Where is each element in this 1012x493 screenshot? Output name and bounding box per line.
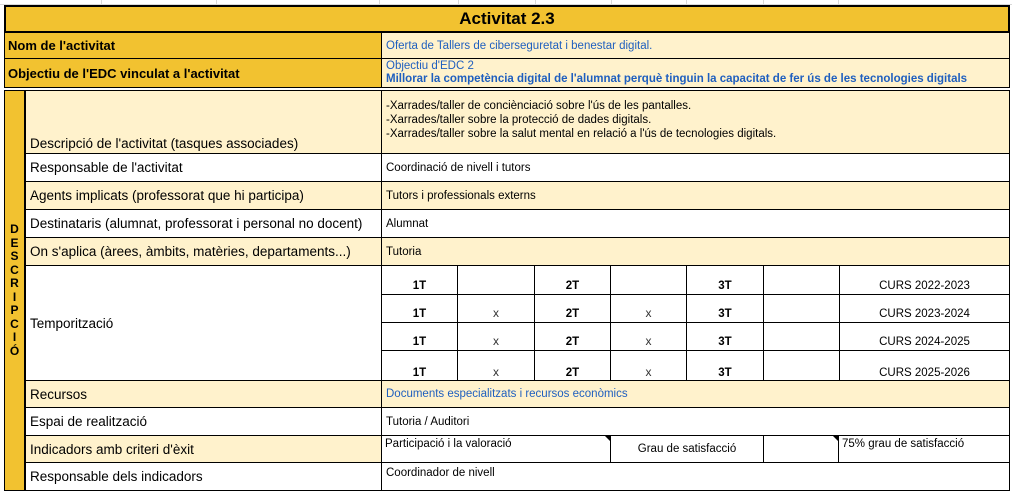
- recursos-label[interactable]: Recursos: [26, 381, 382, 407]
- row-espai: [26, 408, 1009, 436]
- responsable-value[interactable]: Coordinació de nivell i tutors: [386, 161, 531, 174]
- indicadors-label[interactable]: Indicadors amb criteri d'èxit: [26, 436, 382, 462]
- objectiu-edc-value[interactable]: [382, 59, 1009, 87]
- trimestre-2-mark[interactable]: x: [611, 323, 687, 350]
- descripcio-label[interactable]: Descripció de l'activitat (tasques associades): [26, 91, 382, 153]
- trimestre-3-cell[interactable]: 3T: [687, 323, 764, 350]
- trimestre-3-mark[interactable]: [764, 323, 840, 350]
- objectiu-edc-line2: Millorar la competència digital de l'alumnat perquè tinguin la capacitat de fer ús de les tecnologies digitals: [386, 73, 968, 85]
- temporitzacio-grid: [382, 266, 1009, 380]
- side-letter: Ó: [9, 343, 20, 358]
- row-objectiu-edc: [4, 59, 1010, 88]
- side-letter: I: [12, 289, 17, 304]
- responsable-indicadors-value[interactable]: Coordinador de nivell: [386, 467, 495, 479]
- row-nom-activitat: [4, 33, 1010, 59]
- side-letter: P: [10, 303, 19, 317]
- descripcio-line: -Xarrades/taller sobre la salut mental en relació a l'ús de tecnologies digitals.: [386, 128, 777, 140]
- trimestre-1-cell[interactable]: 1T: [382, 351, 458, 381]
- trimestre-1-mark[interactable]: x: [458, 295, 535, 322]
- row-responsable: [26, 154, 1009, 182]
- temporitzacio-row: [382, 322, 1009, 350]
- agents-label[interactable]: Agents implicats (professorat que hi participa): [26, 182, 382, 209]
- trimestre-2-mark[interactable]: [611, 266, 687, 294]
- note-marker-icon: [605, 436, 610, 441]
- nom-activitat-label[interactable]: Nom de l'activitat: [5, 33, 382, 58]
- indicador-empty-cell[interactable]: [764, 436, 839, 462]
- indicador-participacio-text: Participació i la valoració: [385, 438, 512, 450]
- trimestre-1-mark[interactable]: x: [458, 323, 535, 350]
- trimestre-2-mark[interactable]: x: [611, 351, 687, 381]
- trimestre-3-mark[interactable]: [764, 295, 840, 322]
- indicador-participacio[interactable]: [382, 436, 611, 462]
- trimestre-2-mark[interactable]: x: [611, 295, 687, 322]
- descripcio-value[interactable]: [382, 91, 1009, 153]
- espai-label[interactable]: Espai de realització: [26, 408, 382, 435]
- indicador-grau-satisfaccio[interactable]: Grau de satisfacció: [611, 436, 764, 462]
- trimestre-1-cell[interactable]: 1T: [382, 266, 458, 294]
- descripcio-section: [4, 90, 1010, 491]
- row-aplica: [26, 238, 1009, 266]
- temporitzacio-row: [382, 266, 1009, 294]
- descripcio-line: -Xarrades/taller de conciènciació sobre l'ús de les pantalles.: [386, 100, 692, 112]
- descripcio-line: -Xarrades/taller sobre la protecció de dades digitals.: [386, 114, 652, 126]
- destinataris-value[interactable]: Alumnat: [386, 217, 429, 230]
- side-letter: R: [10, 276, 19, 290]
- responsable-label[interactable]: Responsable de l'activitat: [26, 154, 382, 181]
- row-descripcio: [26, 91, 1009, 154]
- descripcio-side-label[interactable]: [5, 91, 26, 490]
- objectiu-edc-label[interactable]: Objectiu de l'EDC vinculat a l'activitat: [5, 59, 382, 87]
- aplica-value[interactable]: Tutoria: [386, 245, 422, 258]
- trimestre-1-cell[interactable]: 1T: [382, 323, 458, 350]
- curs-cell[interactable]: CURS 2023-2024: [879, 308, 970, 320]
- trimestre-1-mark[interactable]: [458, 266, 535, 294]
- row-temporitzacio: [26, 266, 1009, 381]
- responsable-indicadors-label[interactable]: Responsable dels indicadors: [26, 463, 382, 490]
- curs-cell[interactable]: CURS 2025-2026: [879, 367, 970, 379]
- temporitzacio-row: [382, 294, 1009, 322]
- trimestre-2-cell[interactable]: 2T: [535, 351, 611, 381]
- trimestre-3-cell[interactable]: 3T: [687, 351, 764, 381]
- indicador-objectiu[interactable]: 75% grau de satisfacció: [839, 436, 1009, 462]
- trimestre-2-cell[interactable]: 2T: [535, 323, 611, 350]
- side-letter: E: [10, 235, 19, 250]
- destinataris-label[interactable]: Destinataris (alumnat, professorat i personal no docent): [26, 210, 382, 237]
- trimestre-2-cell[interactable]: 2T: [535, 266, 611, 294]
- curs-cell[interactable]: CURS 2022-2023: [879, 280, 970, 292]
- agents-value[interactable]: Tutors i professionals externs: [386, 189, 536, 202]
- trimestre-3-mark[interactable]: [764, 351, 840, 381]
- trimestre-3-cell[interactable]: 3T: [687, 266, 764, 294]
- row-recursos: [26, 381, 1009, 408]
- note-marker-icon: [833, 436, 838, 441]
- trimestre-1-mark[interactable]: x: [458, 351, 535, 381]
- row-indicadors: [26, 436, 1009, 463]
- objectiu-edc-line1: Objectiu d'EDC 2: [386, 60, 474, 72]
- activity-title[interactable]: Activitat 2.3: [4, 5, 1010, 33]
- espai-value[interactable]: Tutoria / Auditori: [386, 415, 470, 428]
- row-agents: [26, 182, 1009, 210]
- side-letter: C: [10, 316, 19, 331]
- curs-cell[interactable]: CURS 2024-2025: [879, 336, 970, 348]
- trimestre-3-cell[interactable]: 3T: [687, 295, 764, 322]
- side-letter: S: [10, 249, 19, 263]
- temporitzacio-row: [382, 350, 1009, 381]
- trimestre-1-cell[interactable]: 1T: [382, 295, 458, 322]
- aplica-label[interactable]: On s'aplica (àrees, àmbits, matèries, departaments...): [26, 238, 382, 265]
- row-destinataris: [26, 210, 1009, 238]
- side-letter: D: [10, 222, 19, 236]
- row-responsable-indicadors: [26, 463, 1009, 490]
- recursos-value[interactable]: Documents especialitzats i recursos econòmics: [386, 388, 628, 400]
- trimestre-3-mark[interactable]: [764, 266, 840, 294]
- side-letter: C: [10, 262, 19, 277]
- temporitzacio-label[interactable]: Temporització: [26, 266, 382, 380]
- side-letter: I: [12, 330, 17, 344]
- nom-activitat-value[interactable]: Oferta de Tallers de ciberseguretat i benestar digital.: [382, 33, 1009, 58]
- trimestre-2-cell[interactable]: 2T: [535, 295, 611, 322]
